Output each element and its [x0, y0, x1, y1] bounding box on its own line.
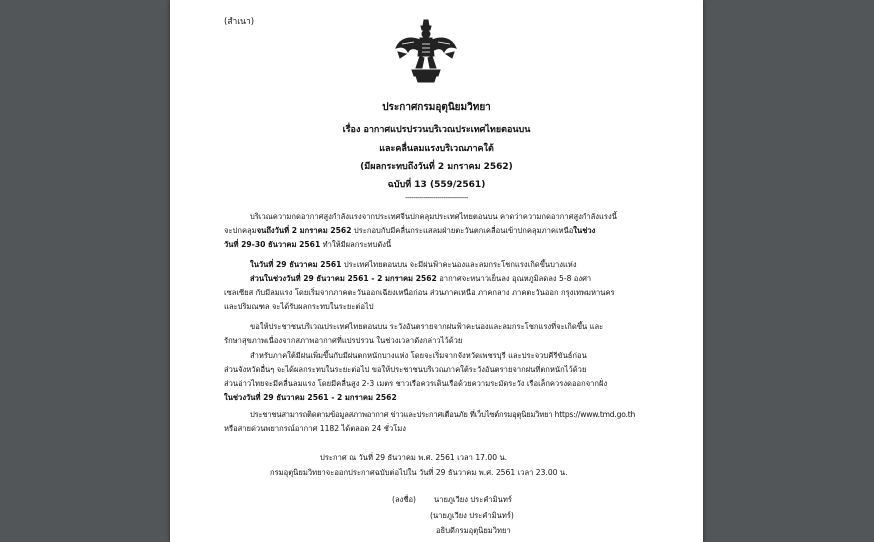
paragraph-2 [224, 258, 656, 314]
paragraph-5 [224, 408, 656, 436]
p2-line-2 [224, 272, 656, 286]
p2-line-1 [224, 258, 656, 272]
signer-title: อธิบดีกรมอุตุนิยมวิทยา [436, 526, 511, 535]
p2-bold-range: ส่วนในช่วงวันที่ 29 ธันวาคม 2561 - 2 มกราคม 2562 [250, 274, 437, 283]
p5-line-2: หรือสายด่วนพยากรณ์อากาศ 1182 ได้ตลอด 24 ชั่วโมง [224, 424, 407, 433]
document-page [170, 0, 703, 542]
p1-text: จะปกคลุม [224, 226, 257, 235]
p2-text: ประเทศไทยตอนบน จะมีฝนฟ้าคะนองและลมกระโชกแรงเกิดขึ้นบางแห่ง [341, 260, 577, 269]
announce-date: ประกาศ ณ วันที่ 29 ธันวาคม พ.ศ. 2561 เวลา 17.00 น. [320, 453, 508, 462]
p1-line-1: บริเวณความกดอากาศสูงกำลังแรงจากประเทศจีนปกคลุมประเทศไทยตอนบน คาดว่าความกดอากาศสูงกำลังแรงนี้ [250, 212, 617, 221]
p1-bold-period: ในช่วง [573, 226, 596, 235]
signer-name: นายภูเวียง ประคำมินทร์ [434, 495, 512, 504]
subject-line-1: เรื่อง อากาศแปรปรวนบริเวณประเทศไทยตอนบน [342, 125, 531, 135]
p1-bold-range: วันที่ 29-30 ธันวาคม 2561 [224, 240, 321, 249]
subject-line-2: และคลื่นลมแรงบริเวณภาคใต้ [379, 144, 494, 154]
issue-number: ฉบับที่ 13 (559/2561) [387, 180, 486, 190]
garuda-emblem-icon [394, 18, 458, 84]
p5-line-1: ประชาชนสามารถติดตามข้อมูลสภาพอากาศ ข่าวและประกาศเตือนภัย ที่เว็บไซต์กรมอุตุนิยมวิทยา https://www.tmd.go.th [250, 410, 636, 419]
next-announcement: กรมอุตุนิยมวิทยาจะออกประกาศฉบับต่อไปใน วันที่ 29 ธันวาคม พ.ศ. 2561 เวลา 23.00 น. [270, 468, 568, 477]
paragraph-1 [224, 210, 656, 252]
p1-text-3: ทำให้มีผลกระทบดังนี้ [320, 240, 392, 249]
p1-text-2: ประกอบกับมีคลื่นกระแสลมฝ่ายตะวันตกเคลื่อนเข้าปกคลุมภาคเหนือ [351, 226, 574, 235]
paragraph-3 [224, 320, 656, 348]
p1-bold-date: จนถึงวันที่ 2 มกราคม 2562 [256, 226, 352, 235]
p4-bold-range: ในช่วงวันที่ 29 ธันวาคม 2561 - 2 มกราคม 2562 [224, 393, 397, 402]
p2-line-4: และปริมณฑล จะได้รับผลกระทบในระยะต่อไป [224, 302, 374, 311]
paragraph-4 [224, 349, 656, 405]
copy-label: (สำเนา) [224, 17, 255, 27]
p2-line-3: เซลเซียส กับมีลมแรง โดยเริ่มจากภาคตะวันออกเฉียงเหนือก่อน ส่วนภาคเหนือ ภาคกลาง ภาคตะวันออก กรุงเทพมหานคร [224, 288, 615, 297]
signer-name-parenthesized: (นายภูเวียง ประคำมินทร์) [430, 511, 514, 520]
p4-line-4 [224, 391, 656, 405]
document-title: ประกาศกรมอุตุนิยมวิทยา [382, 102, 491, 113]
effective-date: (มีผลกระทบถึงวันที่ 2 มกราคม 2562) [360, 162, 513, 172]
p1-line-3 [224, 238, 656, 252]
p2-text-2: อากาศจะหนาวเย็นลง อุณหภูมิลดลง 5-8 องศา [436, 274, 592, 283]
p1-line-2 [224, 224, 656, 238]
p4-line-2: ส่วนจังหวัดอื่นๆ จะได้ผลกระทบในระยะต่อไป ขอให้ประชาชนบริเวณภาคใต้ระวังอันตรายจากฝนที่ตกหนักไว้ด้วย [224, 365, 587, 374]
divider-line: ------------------------------- [405, 194, 468, 202]
sign-label: (ลงชื่อ) [392, 495, 417, 504]
p4-line-3: ส่วนอ่าวไทยจะมีคลื่นลมแรง โดยมีคลื่นสูง 2-3 เมตร ชาวเรือควรเดินเรือด้วยความระมัดระวัง เรือเล็กควรงดออกจากฝั่ง [224, 379, 608, 388]
p3-line-2: รักษาสุขภาพเนื่องจากสภาพอากาศที่แปรปรวน ในช่วงเวลาดังกล่าวไว้ด้วย [224, 336, 463, 345]
p2-bold-date: ในวันที่ 29 ธันวาคม 2561 [250, 260, 342, 269]
p3-line-1: ขอให้ประชาชนบริเวณประเทศไทยตอนบน ระวังอันตรายจากฝนฟ้าคะนองและลมกระโชกแรงที่จะเกิดขึ้น และ [250, 322, 604, 331]
p4-line-1: สำหรับภาคใต้มีฝนเพิ่มขึ้นกับมีฝนตกหนักบางแห่ง โดยจะเริ่มจากจังหวัดเพชรบุรี และประจวบคีรีขันธ์ก่อน [250, 351, 587, 360]
